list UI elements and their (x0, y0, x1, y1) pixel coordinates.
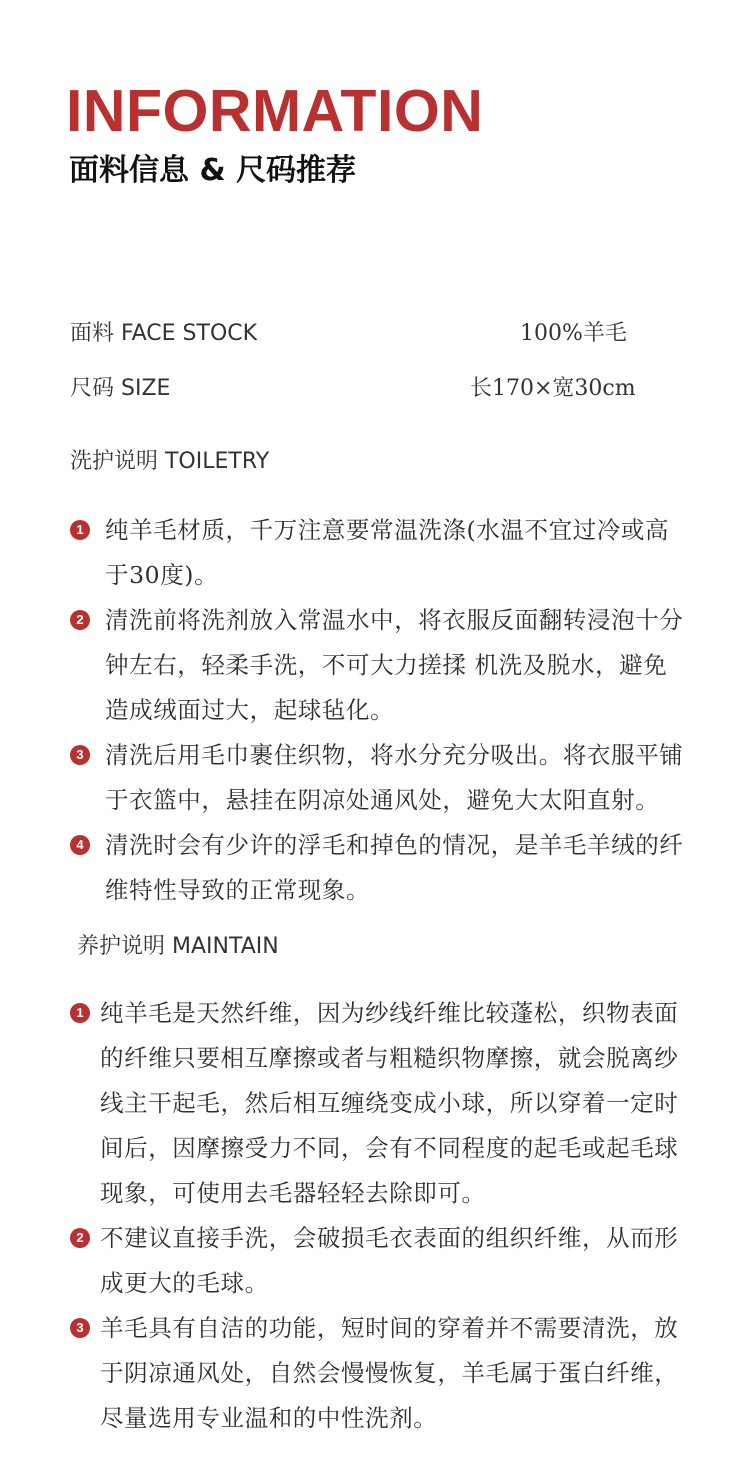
list-item-text: 清洗前将洗剂放入常温水中，将衣服反面翻转浸泡十分钟左右，轻柔手洗，不可大力搓揉 机洗及脱水，避免造成绒面过大，起球毡化。 (105, 606, 684, 724)
toiletry-heading: 洗护说明 TOILETRY (70, 449, 270, 474)
fabric-label: 面料 FACE STOCK (70, 321, 258, 346)
number-badge: 3 (70, 1318, 90, 1338)
number-badge: 1 (70, 1003, 90, 1023)
list-item-text: 纯羊毛是天然纤维，因为纱线纤维比较蓬松，织物表面的纤维只要相互摩擦或者与粗糙织物摩擦，就会脱离纱线主干起毛，然后相互缠绕变成小球，所以穿着一定时间后，因摩擦受力不同，会有不同程度的起毛或起毛球现象，可使用去毛器轻轻去除即可。 (100, 999, 679, 1207)
list-item-text: 清洗后用毛巾裹住织物，将水分充分吸出。将衣服平铺于衣篮中，悬挂在阴凉处通风处，避免大太阳直射。 (105, 741, 684, 814)
number-badge: 3 (70, 745, 90, 765)
number-badge: 1 (70, 520, 90, 540)
fabric-value: 100%羊毛 (520, 321, 627, 346)
list-item (70, 823, 690, 913)
list-item-text: 清洗时会有少许的浮毛和掉色的情况，是羊毛羊绒的纤维特性导致的正常现象。 (105, 831, 684, 904)
list-item (70, 1306, 690, 1441)
size-label: 尺码 SIZE (70, 376, 171, 401)
number-badge: 4 (70, 835, 90, 855)
list-item (70, 733, 690, 823)
list-item (70, 598, 690, 733)
toiletry-list (70, 508, 690, 913)
maintain-heading: 养护说明 MAINTAIN (77, 934, 279, 959)
list-item-text: 纯羊毛材质，千万注意要常温洗涤(水温不宜过冷或高于30度)。 (105, 516, 670, 589)
number-badge: 2 (70, 1228, 90, 1248)
size-value: 长170×宽30cm (470, 376, 636, 401)
page-subtitle: 面料信息 & 尺码推荐 (69, 153, 357, 188)
list-item-text: 不建议直接手洗，会破损毛衣表面的组织纤维，从而形成更大的毛球。 (100, 1224, 679, 1297)
page-title: INFORMATION (66, 78, 484, 144)
number-badge: 2 (70, 610, 90, 630)
list-item (70, 1216, 690, 1306)
list-item (70, 991, 690, 1216)
list-item (70, 508, 690, 598)
maintain-list (70, 991, 690, 1441)
list-item-text: 羊毛具有自洁的功能，短时间的穿着并不需要清洗，放于阴凉通风处，自然会慢慢恢复，羊毛属于蛋白纤维，尽量选用专业温和的中性洗剂。 (100, 1314, 679, 1432)
